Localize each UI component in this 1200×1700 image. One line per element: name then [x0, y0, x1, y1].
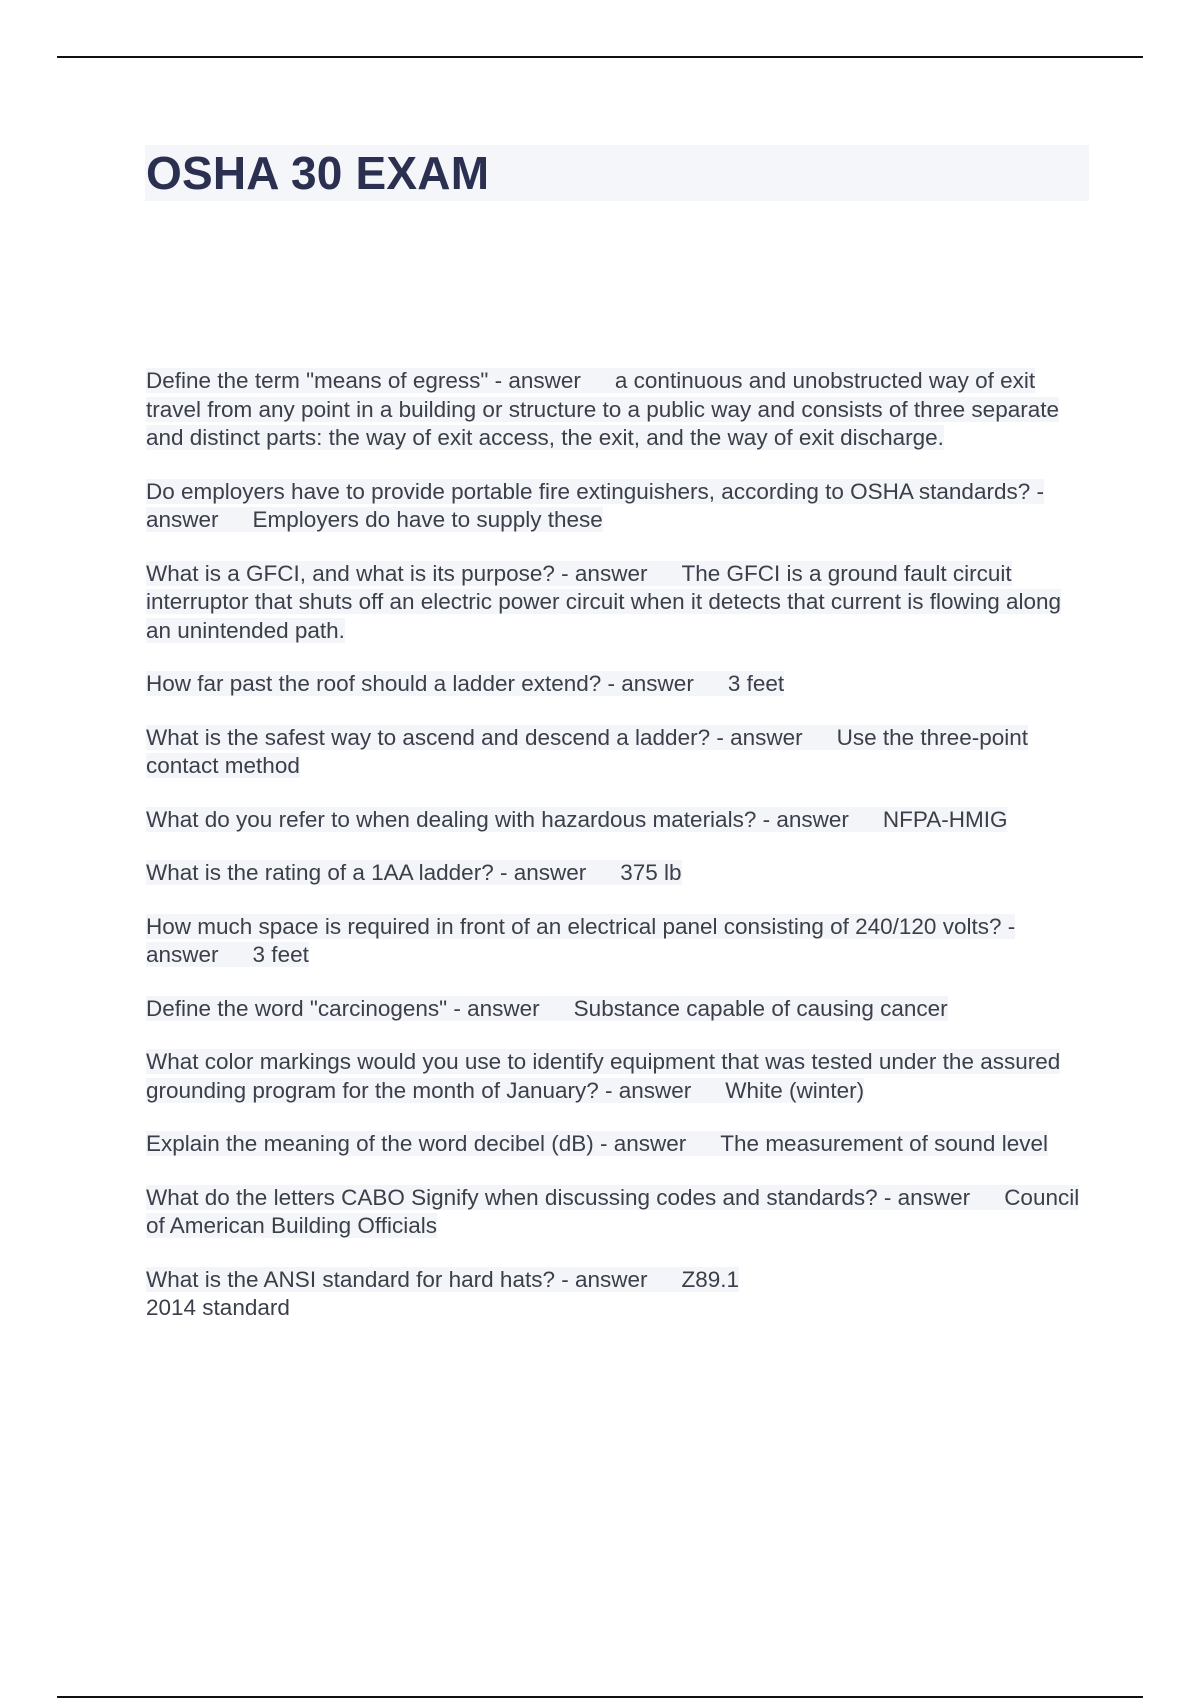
answer-text: White (winter)	[725, 1077, 865, 1103]
qa-item	[146, 367, 1091, 453]
answer-text: Use the three-point contact method	[146, 724, 1028, 778]
question-text: What is the safest way to ascend and descend a ladder? - answer	[146, 724, 803, 750]
question-text: How far past the roof should a ladder extend? - answer	[146, 671, 694, 696]
answer-text: Substance capable of causing cancer	[573, 995, 948, 1021]
qa-item	[146, 1184, 1091, 1241]
qa-item	[146, 1266, 1091, 1323]
bottom-rule	[57, 1696, 1143, 1698]
qa-item	[146, 560, 1091, 646]
question-text: Do employers have to provide portable fire extinguishers, according to OSHA standards? - answer	[146, 478, 1044, 532]
question-text: Define the term "means of egress" - answer	[146, 368, 581, 393]
answer-text: Employers do have to supply these	[252, 507, 603, 532]
question-text: What do the letters CABO Signify when discussing codes and standards? - answer	[146, 1184, 971, 1210]
question-text: What do you refer to when dealing with hazardous materials? - answer	[146, 806, 849, 832]
question-text: What is a GFCI, and what is its purpose? - answer	[146, 560, 648, 586]
question-text: How much space is required in front of an electrical panel consisting of 240/120 volts? - answer	[146, 913, 1016, 967]
question-text: What is the rating of a 1AA ladder? - answer	[146, 860, 587, 885]
qa-item	[146, 913, 1091, 970]
qa-list	[146, 367, 1091, 1348]
qa-item	[146, 724, 1091, 781]
question-text: Explain the meaning of the word decibel (dB) - answer	[146, 1131, 687, 1156]
qa-item	[146, 670, 1091, 699]
answer-text: NFPA-HMIG	[882, 806, 1008, 832]
answer-text: 375 lb	[620, 860, 682, 885]
qa-item	[146, 478, 1091, 535]
answer-text: The GFCI is a ground fault circuit interruptor that shuts off an electric power circuit when it detects that current is flowing along an unintended path.	[146, 560, 1062, 643]
answer-text: Council of American Building Officials	[146, 1184, 1080, 1238]
page-title: OSHA 30 EXAM	[146, 147, 490, 199]
answer-text: 3 feet	[252, 942, 309, 967]
qa-item	[146, 995, 1091, 1024]
qa-item	[146, 806, 1091, 835]
top-rule	[57, 56, 1143, 58]
answer-text: The measurement of sound level	[720, 1131, 1048, 1156]
qa-item	[146, 1048, 1091, 1105]
answer-text: a continuous and unobstructed way of exit travel from any point in a building or structure to a public way and consists of three separate and distinct parts: the way of exit access, the exit, and the way of exit discharge.	[146, 368, 1059, 450]
qa-item	[146, 859, 1091, 888]
question-text: What is the ANSI standard for hard hats? - answer	[146, 1266, 648, 1292]
question-text: Define the word "carcinogens" - answer	[146, 995, 540, 1021]
answer-text: Z89.1	[681, 1266, 740, 1292]
answer-text: 3 feet	[727, 671, 785, 696]
question-text: What color markings would you use to identify equipment that was tested under the assured grounding program for the month of January? - answer	[146, 1049, 1061, 1103]
qa-item	[146, 1130, 1091, 1159]
answer-text-line2: 2014 standard	[146, 1295, 290, 1320]
